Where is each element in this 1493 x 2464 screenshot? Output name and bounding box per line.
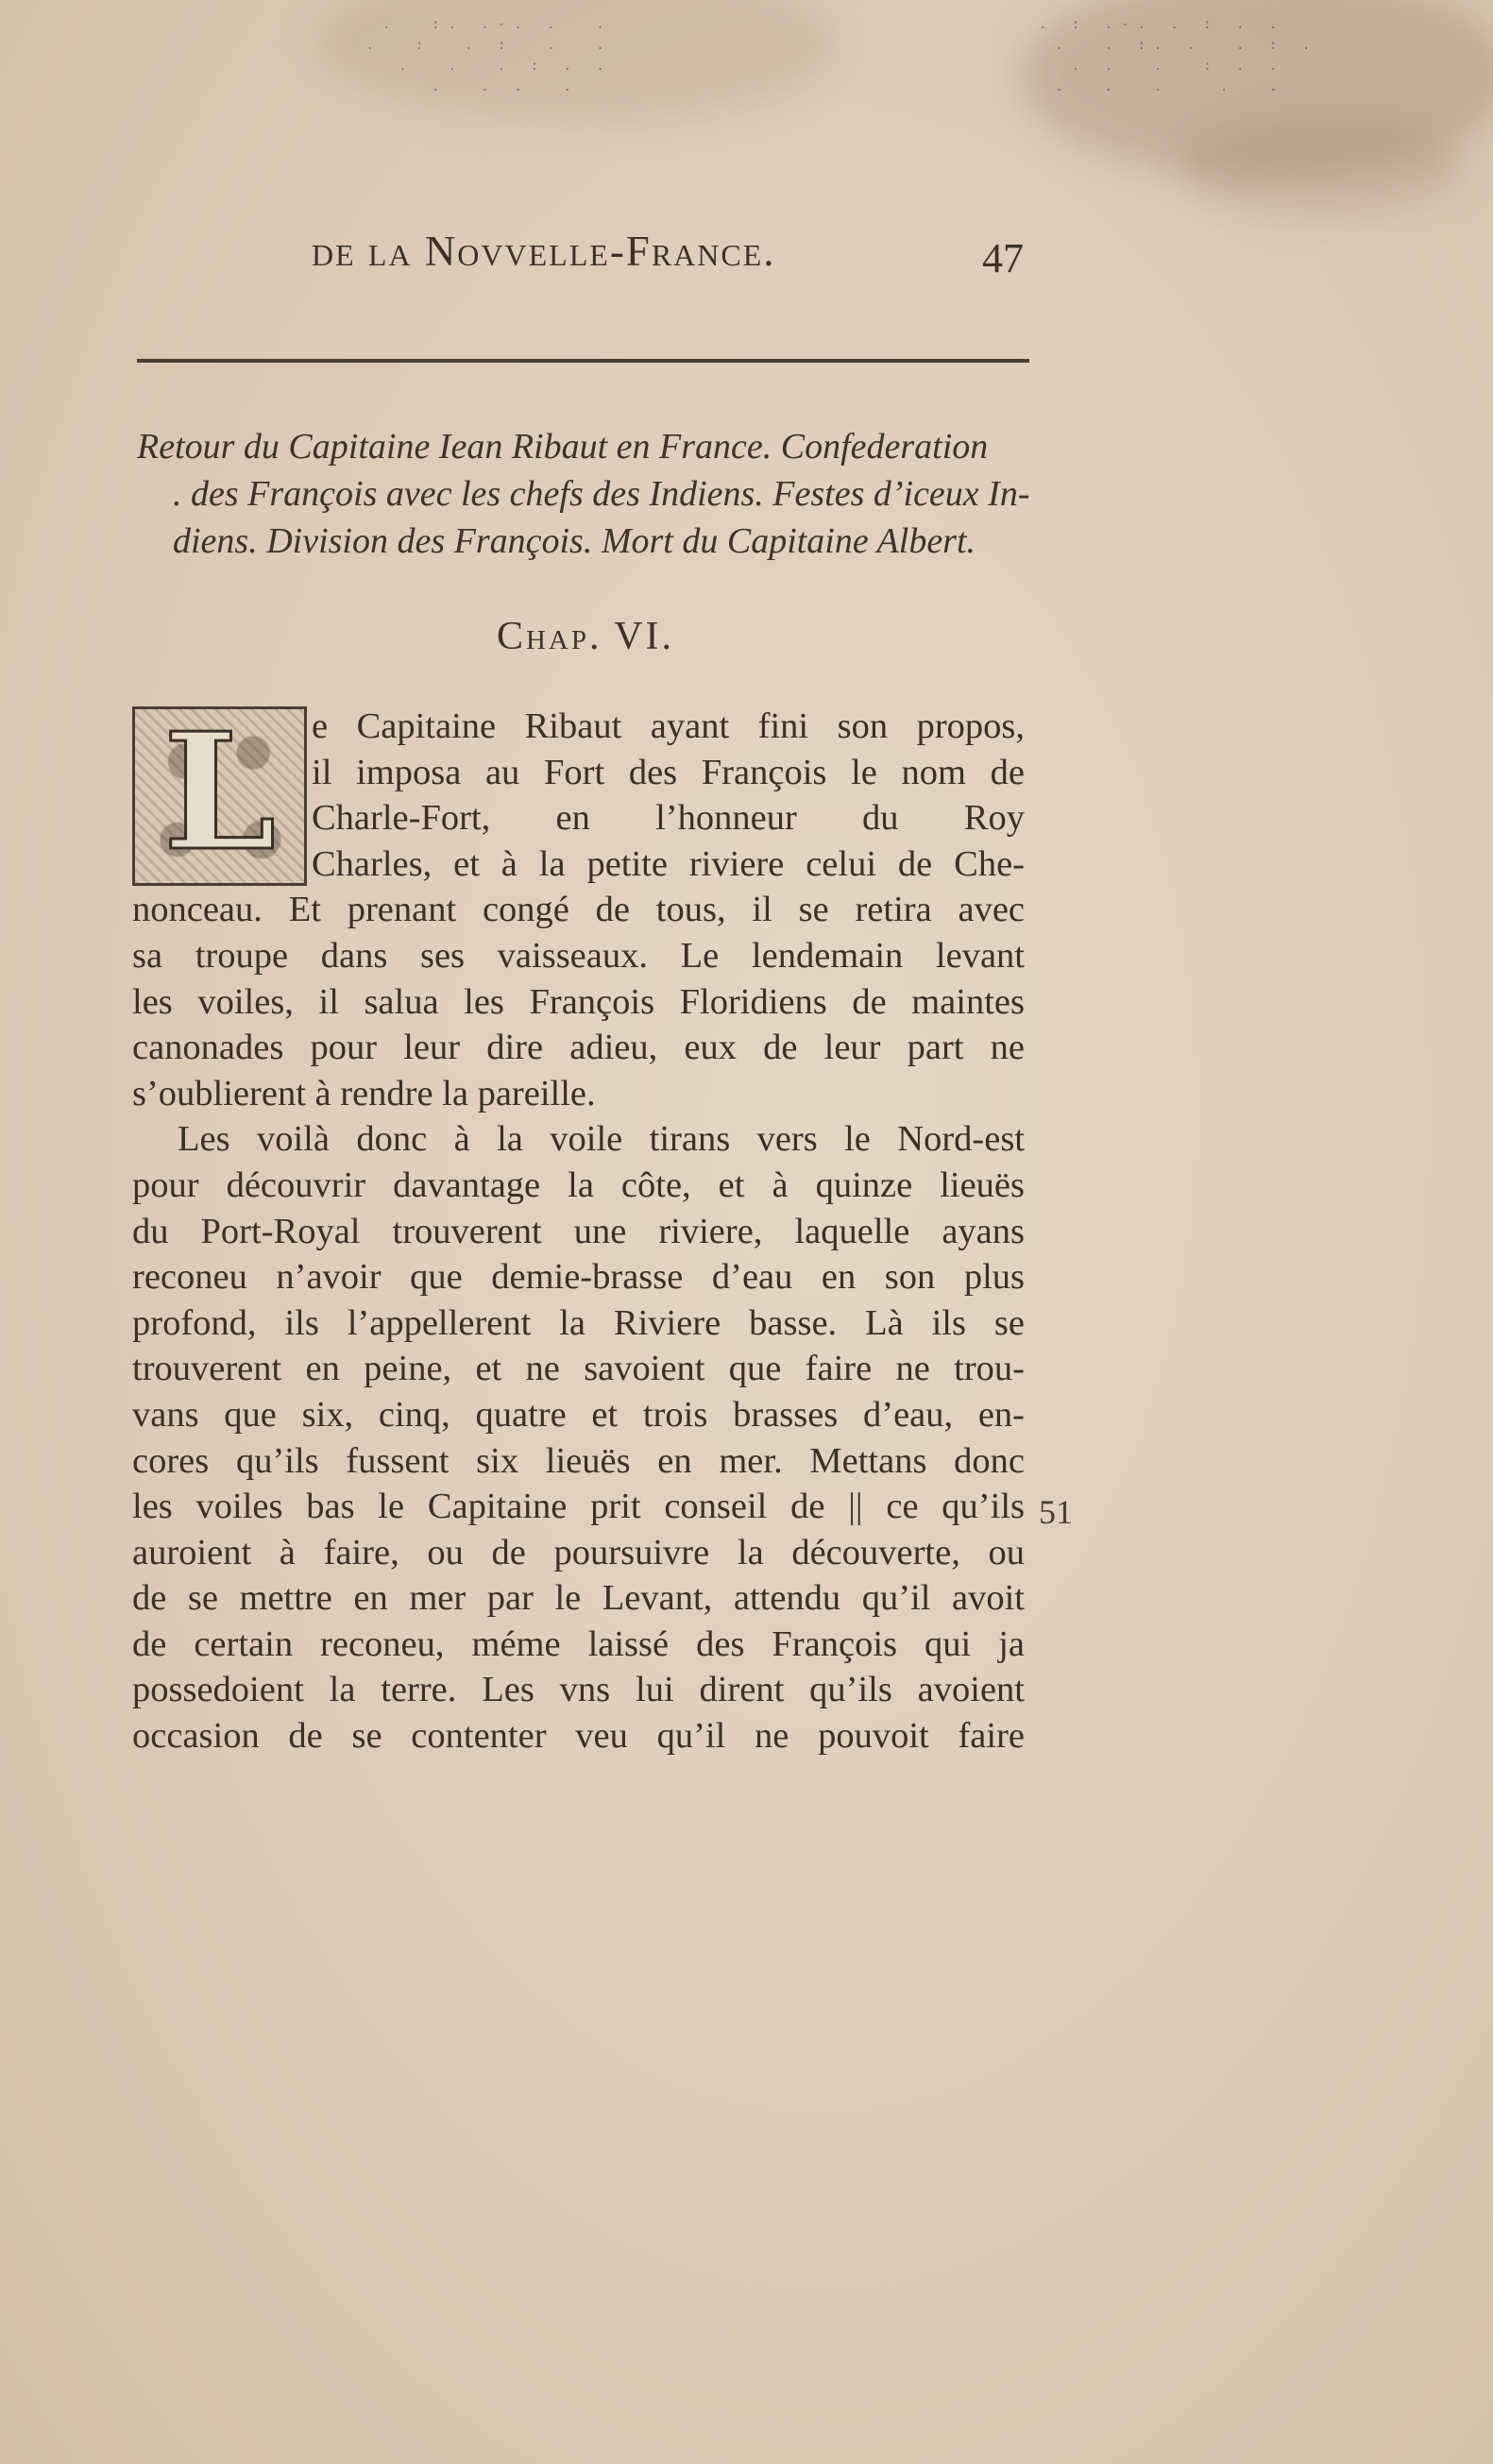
text-line: possedoient la terre. Les vns lui dirent qu’ils avoient xyxy=(132,1670,1025,1710)
foxing-specks: . : .-. . : . . . . :. . . : . . . . : . . . . . . . xyxy=(1039,17,1319,94)
text-line: les voiles bas le Capitaine prit conseil de || ce qu’ils xyxy=(132,1487,1025,1527)
text-line: de se mettre en mer par le Levant, attendu qu’il avoit xyxy=(132,1578,1025,1619)
foxing-stain xyxy=(1180,113,1464,217)
running-head-prefix: de la xyxy=(312,228,413,275)
text-line: profond, ils l’appellerent la Riviere basse. Là ils se xyxy=(132,1302,1025,1343)
chapter-summary xyxy=(137,423,1034,565)
text-line: Charles, et à la petite riviere celui de Che- xyxy=(312,843,1025,884)
summary-line: Retour du Capitaine Iean Ribaut en France. Confederation xyxy=(137,427,989,467)
text-line: de certain reconeu, méme laissé des François qui ja xyxy=(132,1623,1025,1664)
text-line: e Capitaine Ribaut ayant fini son propos, xyxy=(312,706,1025,746)
text-line: canonades pour leur dire adieu, eux de leur part ne xyxy=(132,1028,1025,1068)
text-line: sa troupe dans ses vaisseaux. Le lendemain levant xyxy=(132,935,1025,976)
text-line: pour découvrir davantage la côte, et à quinze lieuës xyxy=(132,1164,1025,1205)
text-line: cores qu’ils fussent six lieuës en mer. Mettans donc xyxy=(132,1440,1025,1481)
text-line: trouverent en peine, et ne savoient que faire ne trou- xyxy=(132,1349,1025,1389)
text-line: Les voilà donc à la voile tirans vers le Nord-est xyxy=(178,1119,1025,1160)
foxing-specks: . :. .-. . . . : . : . . . . . : . . . . . . xyxy=(365,17,613,94)
text-line: reconeu n’avoir que demie-brasse d’eau en son plus xyxy=(132,1257,1025,1298)
summary-line: diens. Division des François. Mort du Capitaine Albert. xyxy=(173,521,976,561)
text-line: auroient à faire, ou de poursuivre la découverte, ou xyxy=(132,1532,1025,1572)
chapter-heading: Chap. VI. xyxy=(496,615,675,658)
header-rule xyxy=(137,359,1029,363)
page-number: 47 xyxy=(982,235,1024,281)
margin-page-marker: 51 xyxy=(1039,1493,1073,1531)
running-head-title: Novvelle-France. xyxy=(424,228,776,275)
text-line: les voiles, il salua les François Floridiens de maintes xyxy=(132,981,1025,1022)
text-line: il imposa au Fort des François le nom de xyxy=(312,752,1025,792)
text-line: du Port-Royal trouverent une riviere, laquelle ayans xyxy=(132,1211,1025,1251)
body-text xyxy=(132,698,1025,1759)
text-line: Charle-Fort, en l’honneur du Roy xyxy=(312,798,1025,839)
text-line: occasion de se contenter veu qu’il ne pouvoit faire xyxy=(132,1716,1025,1757)
running-head xyxy=(312,227,776,276)
drop-cap-letter: L xyxy=(162,698,277,887)
text-line: nonceau. Et prenant congé de tous, il se retira avec xyxy=(132,890,1025,930)
text-line: s’oublierent à rendre la pareille. xyxy=(132,1073,596,1113)
text-line: vans que six, cinq, quatre et trois brasses d’eau, en- xyxy=(132,1394,1025,1435)
summary-line: . des François avec les chefs des Indiens. Festes d’iceux In- xyxy=(173,474,1030,514)
